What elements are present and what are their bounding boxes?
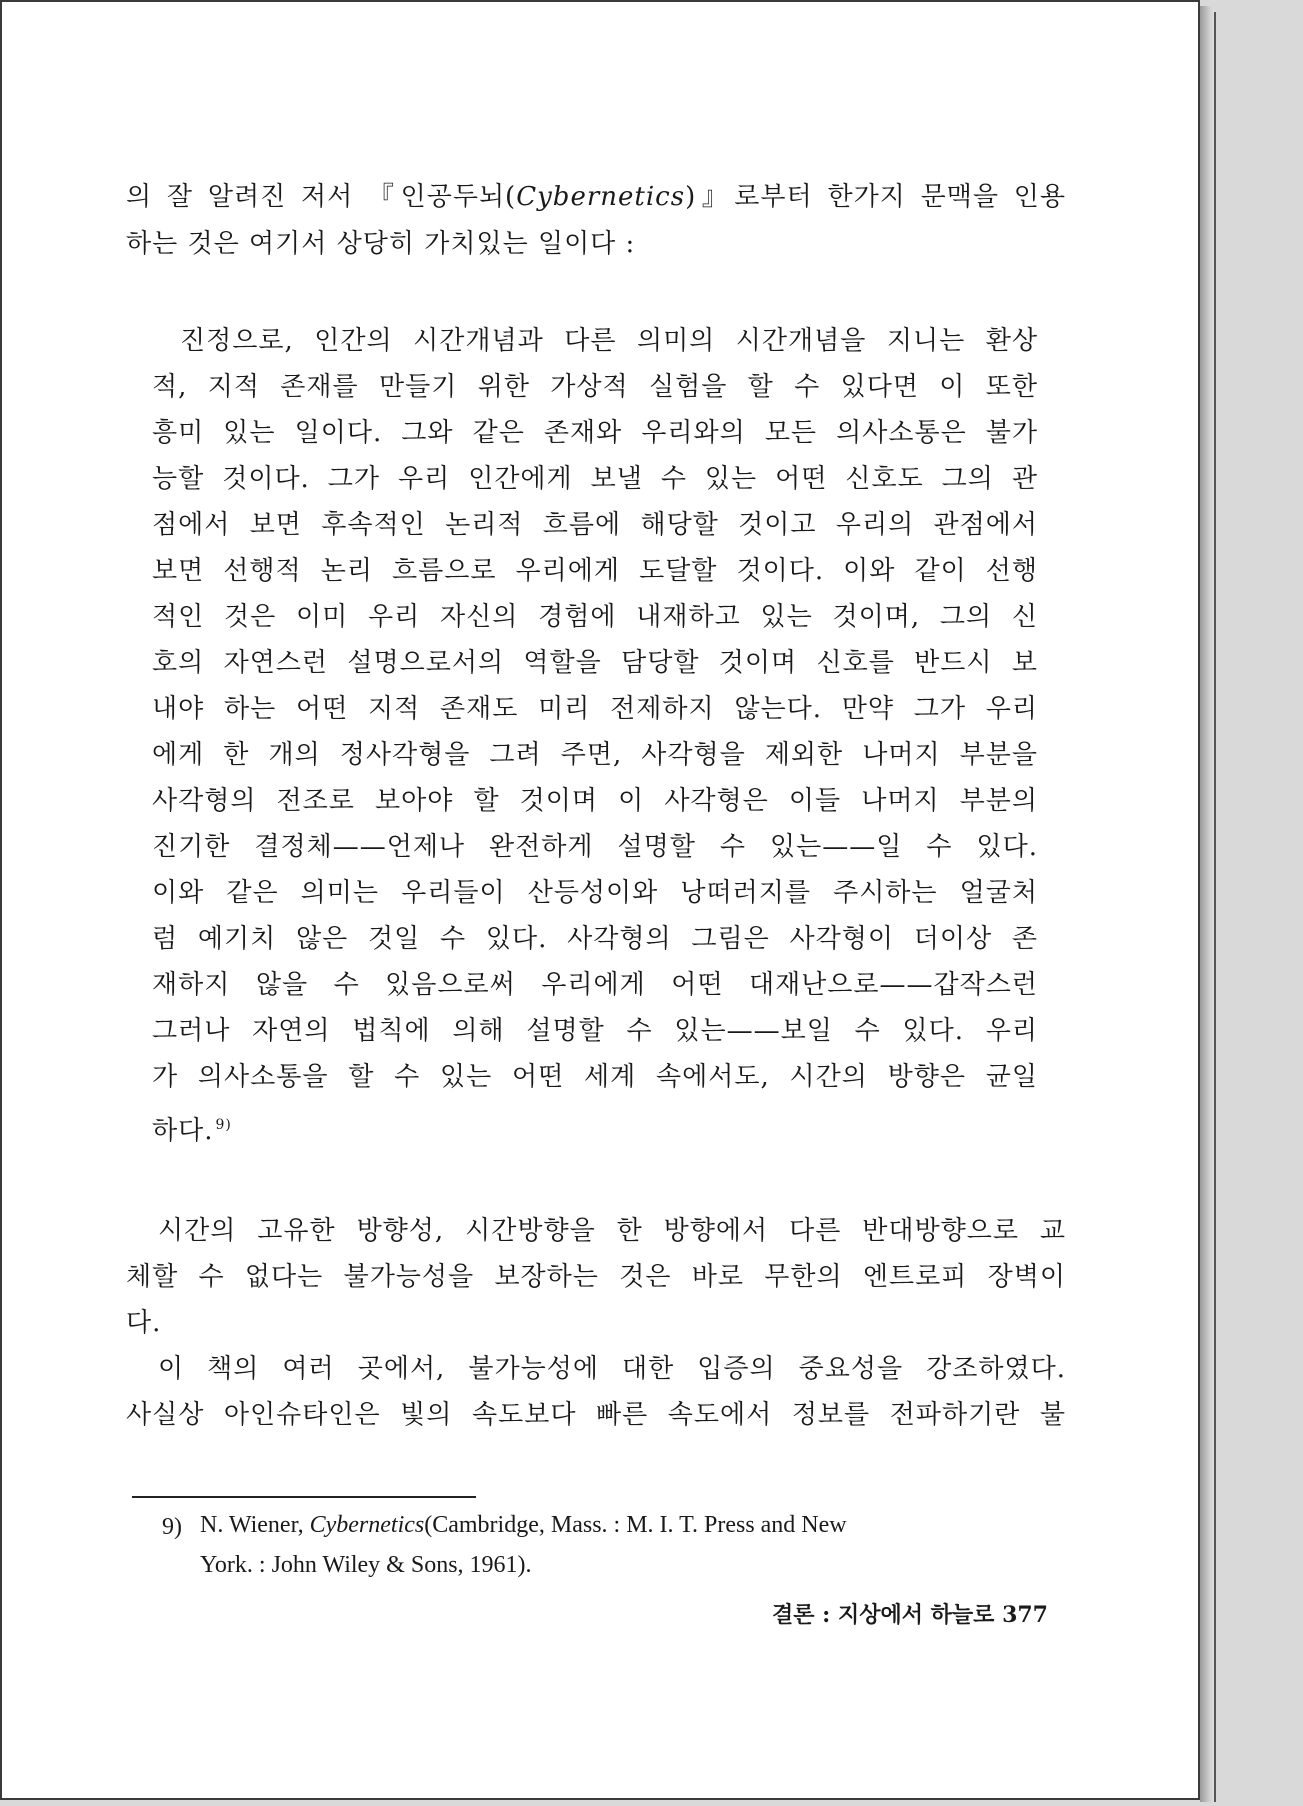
quote-line: 가 의사소통을 할 수 있는 어떤 세계 속에서도, 시간의 방향은 균일 — [152, 1062, 1038, 1092]
quote-line: 진정으로, 인간의 시간개념과 다른 의미의 시간개념을 지니는 환상 — [180, 326, 1038, 356]
quote-line: 사각형의 전조로 보아야 할 것이며 이 사각형은 이들 나머지 부분의 — [152, 786, 1038, 816]
quote-line: 흥미 있는 일이다. 그와 같은 존재와 우리와의 모든 의사소통은 불가 — [152, 418, 1038, 448]
quote-line: 점에서 보면 후속적인 논리적 흐름에 해당할 것이고 우리의 관점에서 — [152, 510, 1038, 540]
page-folio — [772, 1600, 1048, 1630]
page-number: 377 — [1002, 1602, 1048, 1628]
footnote-author: N. Wiener, — [200, 1512, 310, 1538]
footnote-reference: 9) — [215, 1117, 232, 1133]
intro-line-1 — [126, 180, 1066, 214]
quote-line: 적인 것은 이미 우리 자신의 경험에 내재하고 있는 것이며, 그의 신 — [152, 602, 1038, 632]
quote-line: 호의 자연스런 설명으로서의 역할을 담당할 것이며 신호를 반드시 보 — [152, 648, 1038, 678]
quote-line: 능할 것이다. 그가 우리 인간에게 보낼 수 있는 어떤 신호도 그의 관 — [152, 464, 1038, 494]
footnote-marker: 9) — [162, 1514, 182, 1540]
quote-last-line — [152, 1108, 1038, 1148]
body-line: 다. — [126, 1308, 162, 1338]
body-line: 사실상 아인슈타인은 빛의 속도보다 빠른 속도에서 정보를 전파하기란 불 — [126, 1400, 1066, 1430]
body-line: 이 책의 여러 곳에서, 불가능성에 대한 입증의 중요성을 강조하였다. — [158, 1354, 1066, 1384]
running-title: 결론 : 지상에서 하늘로 — [772, 1602, 995, 1628]
quote-line: 보면 선행적 논리 흐름으로 우리에게 도달할 것이다. 이와 같이 선행 — [152, 556, 1038, 586]
body-line: 시간의 고유한 방향성, 시간방향을 한 방향에서 다른 반대방향으로 교 — [158, 1216, 1066, 1246]
intro-line-1-text-b: )』로부터 한가지 문맥을 인용 — [685, 182, 1067, 212]
quote-line: 에게 한 개의 정사각형을 그려 주면, 사각형을 제외한 나머지 부분을 — [152, 740, 1038, 770]
intro-line-2: 하는 것은 여기서 상당히 가치있는 일이다 : — [126, 229, 636, 259]
page-edge-line — [1214, 12, 1216, 1802]
quote-line: 이와 같은 의미는 우리들이 산등성이와 낭떠러지를 주시하는 얼굴처 — [152, 878, 1038, 908]
intro-line-1-text-a: 의 잘 알려진 저서 『인공두뇌( — [126, 182, 517, 212]
quote-last-line-text: 하다. — [152, 1116, 214, 1146]
footnote-publisher: (Cambridge, Mass. : M. I. T. Press and New — [424, 1512, 847, 1538]
quote-line: 럼 예기치 않은 것일 수 있다. 사각형의 그림은 사각형이 더이상 존 — [152, 924, 1038, 954]
footnote-line-1 — [200, 1508, 847, 1542]
quote-line: 적, 지적 존재를 만들기 위한 가상적 실험을 할 수 있다면 이 또한 — [152, 372, 1038, 402]
quote-line: 진기한 결정체——언제나 완전하게 설명할 수 있는——일 수 있다. — [152, 832, 1038, 862]
quote-line: 재하지 않을 수 있음으로써 우리에게 어떤 대재난으로——갑작스런 — [152, 970, 1038, 1000]
body-line: 체할 수 없다는 불가능성을 보장하는 것은 바로 무한의 엔트로피 장벽이 — [126, 1262, 1066, 1292]
footnote-line-2: York. : John Wiley & Sons, 1961). — [200, 1552, 532, 1578]
intro-book-title-italic: Cybernetics — [516, 182, 686, 212]
footnote-title-italic: Cybernetics — [309, 1512, 425, 1538]
quote-line: 내야 하는 어떤 지적 존재도 미리 전제하지 않는다. 만약 그가 우리 — [152, 694, 1038, 724]
quote-line: 그러나 자연의 법칙에 의해 설명할 수 있는——보일 수 있다. 우리 — [152, 1016, 1038, 1046]
footnote-rule — [132, 1496, 476, 1498]
